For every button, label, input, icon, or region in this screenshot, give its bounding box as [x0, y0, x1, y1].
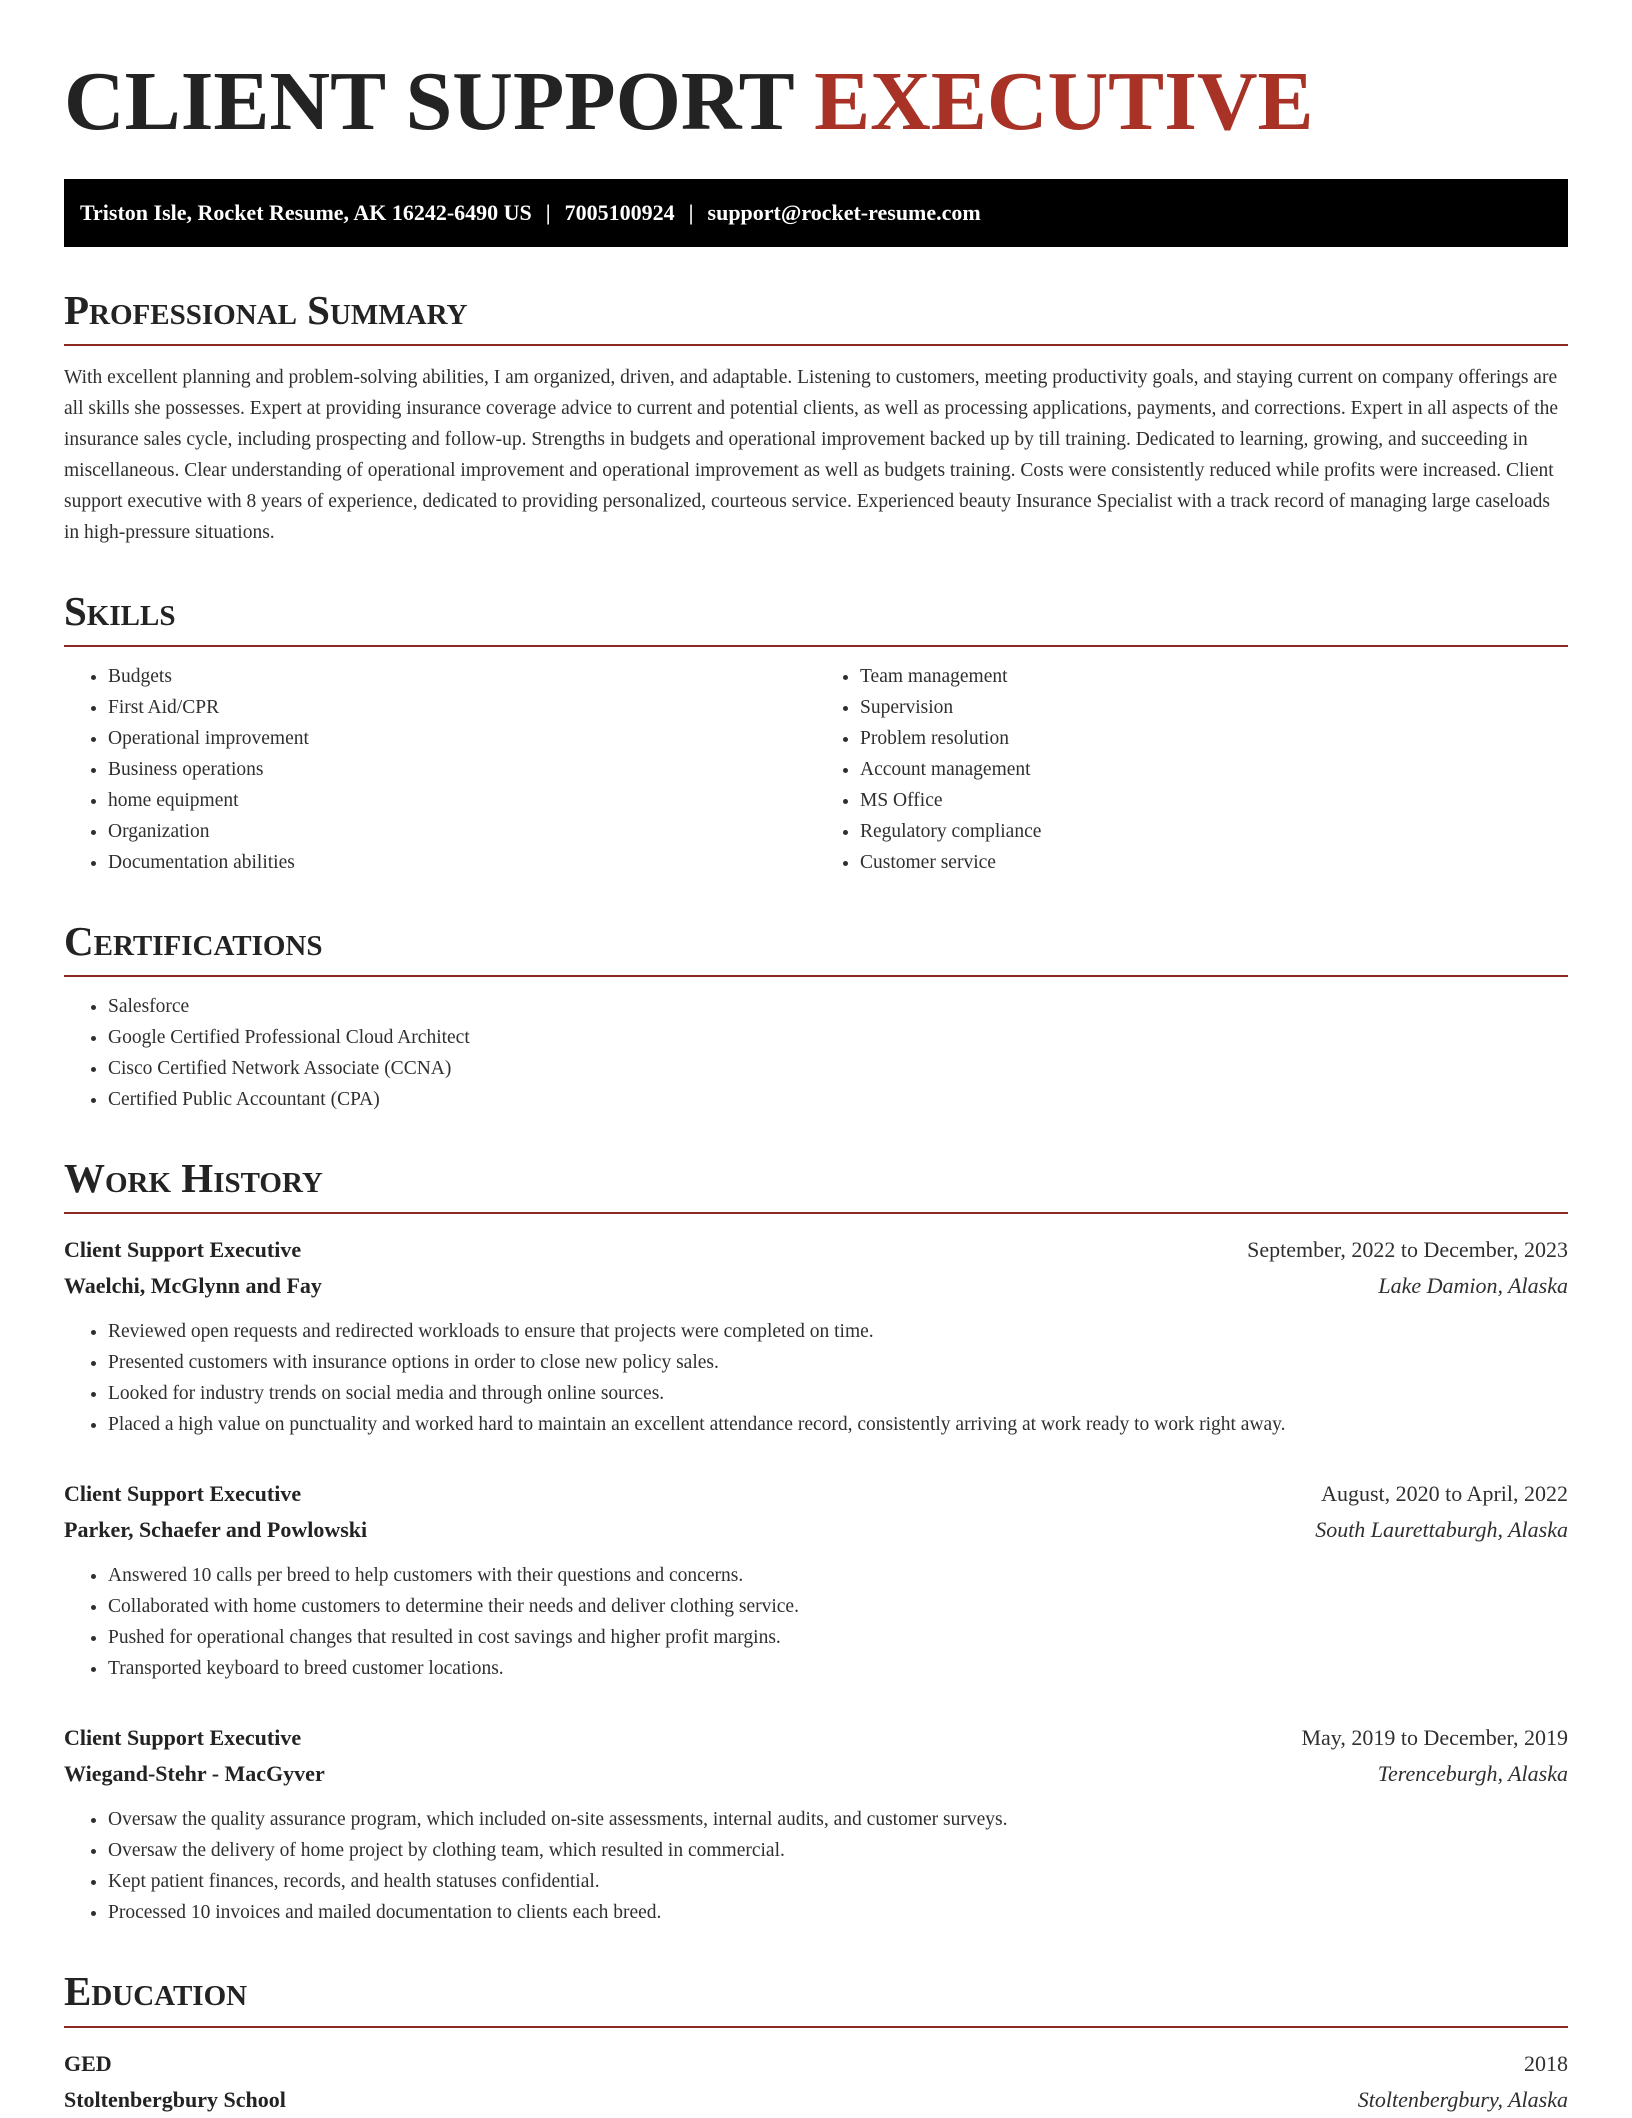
job-entry	[64, 1476, 1568, 1684]
contact-phone: 7005100924	[564, 199, 675, 225]
job-bullets	[64, 1804, 1568, 1928]
education-entry	[64, 2046, 1568, 2118]
skill-item: • MS Office	[860, 785, 1568, 816]
title-primary: CLIENT SUPPORT	[64, 55, 794, 148]
job-header-row	[64, 1232, 1568, 1268]
job-company-row	[64, 1512, 1568, 1548]
job-title: Client Support Executive	[64, 1237, 302, 1263]
education-school: Stoltenbergbury School	[64, 2086, 286, 2112]
job-bullet: • Oversaw the delivery of home project by clothing team, which resulted in commercial.	[108, 1835, 1568, 1866]
job-bullets	[64, 1560, 1568, 1684]
skill-item: • Business operations	[108, 754, 816, 785]
skill-item: • Customer service	[860, 847, 1568, 878]
certification-item: • Google Certified Professional Cloud Architect	[108, 1022, 1568, 1053]
job-bullet: • Reviewed open requests and redirected workloads to ensure that projects were completed on time.	[108, 1316, 1568, 1347]
job-header-row	[64, 1476, 1568, 1512]
job-bullet: • Presented customers with insurance options in order to close new policy sales.	[108, 1347, 1568, 1378]
summary-heading: Professional Summary	[64, 287, 1568, 346]
skill-item: • Documentation abilities	[108, 847, 816, 878]
job-entry	[64, 1232, 1568, 1440]
education-location: Stoltenbergbury, Alaska	[1357, 2086, 1568, 2112]
job-location: Lake Damion, Alaska	[1378, 1273, 1568, 1299]
job-bullet: • Pushed for operational changes that resulted in cost savings and higher profit margins.	[108, 1622, 1568, 1653]
job-title: Client Support Executive	[64, 1725, 302, 1751]
skill-item: • First Aid/CPR	[108, 692, 816, 723]
skill-item: • Team management	[860, 661, 1568, 692]
job-company-row	[64, 1756, 1568, 1792]
contact-bar	[64, 179, 1568, 247]
resume-page	[64, 52, 1568, 2118]
job-header-row	[64, 1720, 1568, 1756]
job-bullet: • Transported keyboard to breed customer locations.	[108, 1653, 1568, 1684]
skill-item: • home equipment	[108, 785, 816, 816]
job-dates: May, 2019 to December, 2019	[1301, 1725, 1568, 1751]
contact-separator: |	[545, 199, 551, 225]
skills-section	[64, 588, 1568, 878]
work-history-heading: Work History	[64, 1155, 1568, 1214]
job-entry	[64, 1720, 1568, 1928]
job-company: Waelchi, McGlynn and Fay	[64, 1273, 322, 1299]
skill-item: • Organization	[108, 816, 816, 847]
education-school-row	[64, 2082, 1568, 2118]
job-title: Client Support Executive	[64, 1481, 302, 1507]
education-year: 2018	[1524, 2050, 1568, 2076]
education-heading: Education	[64, 1968, 1568, 2027]
skill-item: • Regulatory compliance	[860, 816, 1568, 847]
skills-grid	[64, 647, 1568, 878]
certification-item: • Certified Public Accountant (CPA)	[108, 1084, 1568, 1115]
skill-item: • Account management	[860, 754, 1568, 785]
job-company: Wiegand-Stehr - MacGyver	[64, 1761, 325, 1787]
job-location: South Laurettaburgh, Alaska	[1315, 1517, 1568, 1543]
job-bullet: • Kept patient finances, records, and health statuses confidential.	[108, 1866, 1568, 1897]
work-history-section	[64, 1155, 1568, 1928]
education-section	[64, 1968, 1568, 2117]
contact-address: Triston Isle, Rocket Resume, AK 16242-6490 US	[80, 199, 532, 225]
job-bullets	[64, 1316, 1568, 1440]
job-company: Parker, Schaefer and Powlowski	[64, 1517, 368, 1543]
job-bullet: • Collaborated with home customers to determine their needs and deliver clothing service.	[108, 1591, 1568, 1622]
summary-section	[64, 287, 1568, 548]
skills-list-left	[64, 661, 816, 878]
job-bullet: • Placed a high value on punctuality and worked hard to maintain an excellent attendance record, consistently arriving at work ready to work right away.	[108, 1409, 1568, 1440]
contact-email: support@rocket-resume.com	[707, 199, 981, 225]
skill-item: • Budgets	[108, 661, 816, 692]
skill-item: • Supervision	[860, 692, 1568, 723]
summary-text: With excellent planning and problem-solving abilities, I am organized, driven, and adaptable. Listening to customers, meeting productivity goals, and staying current on company offerings are all skills she possesses. Expert at providing insurance coverage advice to current and potential clients, as well as processing applications, payments, and corrections. Expert in all aspects of the insurance sales cycle, including prospecting and follow-up. Strengths in budgets and operational improvement backed up by till training. Dedicated to learning, growing, and succeeding in miscellaneous. Clear understanding of operational improvement and operational improvement as well as budgets training. Costs were consistently reduced while profits were increased. Client support executive with 8 years of experience, dedicated to providing personalized, courteous service. Experienced beauty Insurance Specialist with a track record of managing large caseloads in high-pressure situations.	[64, 366, 1559, 543]
skills-list-right	[816, 661, 1568, 878]
page-title	[64, 52, 1568, 153]
job-location: Terenceburgh, Alaska	[1377, 1761, 1568, 1787]
job-bullet: • Processed 10 invoices and mailed documentation to clients each breed.	[108, 1897, 1568, 1928]
job-company-row	[64, 1268, 1568, 1304]
certifications-section	[64, 918, 1568, 1115]
job-dates: September, 2022 to December, 2023	[1247, 1237, 1568, 1263]
job-bullet: • Answered 10 calls per breed to help customers with their questions and concerns.	[108, 1560, 1568, 1591]
title-accent: EXECUTIVE	[814, 55, 1314, 148]
job-dates: August, 2020 to April, 2022	[1321, 1481, 1568, 1507]
certification-item: • Salesforce	[108, 991, 1568, 1022]
certifications-list	[64, 991, 1568, 1115]
contact-separator: |	[688, 199, 694, 225]
job-bullet: • Looked for industry trends on social media and through online sources.	[108, 1378, 1568, 1409]
education-degree-row	[64, 2046, 1568, 2082]
education-degree: GED	[64, 2050, 112, 2076]
certification-item: • Cisco Certified Network Associate (CCNA)	[108, 1053, 1568, 1084]
skills-heading: Skills	[64, 588, 1568, 647]
skill-item: • Problem resolution	[860, 723, 1568, 754]
job-bullet: • Oversaw the quality assurance program, which included on-site assessments, internal audits, and customer surveys.	[108, 1804, 1568, 1835]
skill-item: • Operational improvement	[108, 723, 816, 754]
certifications-heading: Certifications	[64, 918, 1568, 977]
